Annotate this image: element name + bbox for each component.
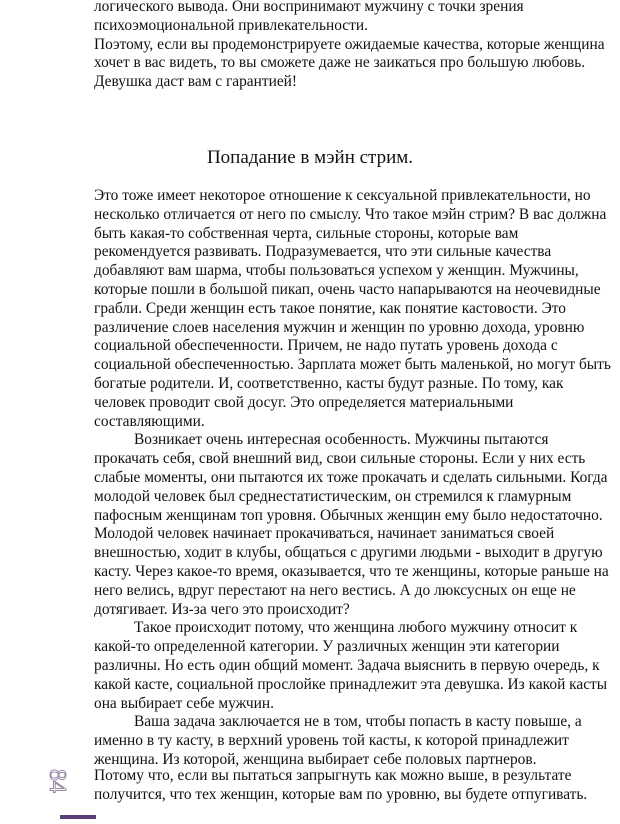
paragraph: Возникает очень интересная особенность. Мужчины пытаются прокачать себя, свой внешний вид, свои сильные стороны. Если у них есть слабые моменты, они пытаются их тоже прокачать и сделать сильными. Когда молодой человек был среднестатистическим, он стремился к гламурным пафосным женщинам топ уровня. Обычных женщин ему было недостаточно. Молодой человек начинает прокачиваться, начинает заниматься своей внешностью, ходит в клубы, общаться с другими людьми - выходит в другую касту. Через какое-то время, оказывается, что те женщины, которые раньше на него велись, вдруг перестают на него вестись. А до люксусных он еще не дотягивает. Из-за чего это происходит?	[94, 431, 609, 618]
page-number	[16, 769, 70, 793]
footer-accent-bar	[60, 815, 96, 819]
closing-text-block	[94, 767, 614, 805]
paragraph: Такое происходит потому, что женщина любого мужчину относит к какой-то определенной категории. У различных женщин эти категории различны. Но есть один общий момент. Задача выяснить в первую очередь, к какой касте, социальной прослойке принадлежит эта девушка. Из какой касты она выбирает себе мужчин.	[94, 619, 608, 712]
paragraph: Потому что, если вы пытаться запрыгнуть как можно выше, в результате получится, что тех женщин, которые вам по уровню, вы будете отпугивать.	[94, 767, 588, 803]
section-title: Попадание в мэйн стрим.	[206, 147, 414, 168]
top-text-block	[94, 0, 614, 92]
page-number-label: 84	[44, 769, 70, 793]
paragraph: логического вывода. Они воспринимают мужчину с точки зрения психоэмоциональной привлекательности.	[94, 0, 524, 34]
paragraph: Девушка даст вам с гарантией!	[94, 73, 298, 91]
body-text-block	[94, 187, 614, 770]
paragraph: Поэтому, если вы продемонстрируете ожидаемые качества, которые женщина хочет в вас видеть, то вы сможете даже не заикаться про большую любовь.	[94, 35, 605, 72]
paragraph: Это тоже имеет некоторое отношение к сексуальной привлекательности, но несколько отличается от него по смыслу. Что такое мэйн стрим? В вас должна быть какая-то собственная черта, сильные стороны, которые вам рекомендуется развивать. Подразумевается, что эти сильные качества добавляют вам шарма, чтобы пользоваться успехом у женщин. Мужчины, которые пошли в большой пикап, очень часто напарываются на неочевидные грабли. Среди женщин есть такое понятие, как понятие кастовости. Это различение слоев населения мужчин и женщин по уровню дохода, уровню социальной обеспеченности. Причем, не надо путать уровень дохода с социальной обеспеченностью. Зарплата может быть маленькой, но могут быть богатые родители. И, соответственно, касты будут разные. По тому, как человек проводит свой досуг. Это определяется материальными составляющими.	[94, 187, 611, 430]
paragraph: Ваша задача заключается не в том, чтобы попасть в касту повыше, а именно в ту касту, в верхний уровень той касты, к которой принадлежит женщина. Из которой, женщина выбирает себе половых партнеров.	[94, 713, 582, 768]
